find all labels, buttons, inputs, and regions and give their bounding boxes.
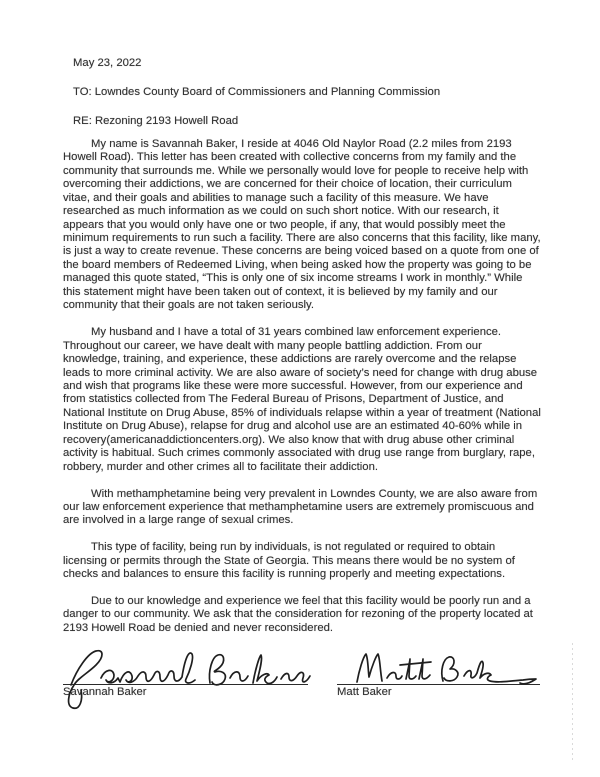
printed-name: Matt Baker bbox=[337, 686, 392, 698]
letter-paragraph: With methamphetamine being very prevalent in Lowndes County, we are also aware from our law enforcement experience that methamphetamine users are extremely promiscuous and are involved in a large range of sexual crimes. bbox=[63, 487, 538, 527]
printed-name: Savannah Baker bbox=[63, 686, 147, 698]
letter-paragraphs bbox=[63, 138, 541, 636]
savannah-signature-script-icon bbox=[63, 645, 308, 717]
signature-matt bbox=[337, 645, 540, 699]
date-line: May 23, 2022 bbox=[73, 57, 142, 69]
matt-signature-script-icon bbox=[337, 645, 540, 693]
recipient-line: TO: Lowndes County Board of Commissioners and Planning Commission bbox=[73, 85, 441, 98]
letter-paragraph: My husband and I have a total of 31 years combined law enforcement experience. Throughout our career, we have dealt with many people battling addiction. From our knowledge, training, and experience, these addictions are rarely overcome and the relapse leads to more criminal activity. We are also aware of society’s need for change with drug abuse and wish that programs like these were more successful. However, from our experience and from statistics collected from The Federal Bureau of Prisons, Department of Justice, and National Institute on Drug Abuse, 85% of individuals relapse within a year of treatment (National Institute on Drug Abuse), relapse for drug and alcohol use are an estimated 40-60% while in recovery(americanaddictioncenters.org). We also know that with drug abuse other criminal activity is habitual. Such crimes commonly associated with drug use range from burglary, rape, robbery, murder and other crimes all to facilitate their addiction. bbox=[63, 326, 541, 473]
signature-savannah bbox=[63, 645, 308, 699]
subject-line: RE: Rezoning 2193 Howell Road bbox=[73, 114, 239, 127]
scan-artifact-line bbox=[572, 643, 573, 761]
letter-paragraph: Due to our knowledge and experience we feel that this facility would be poorly run and a danger to our community. We ask that the consideration for rezoning of the property located at 2193 Howell Road be denied and never reconsidered. bbox=[63, 595, 533, 634]
letter-paragraph: My name is Savannah Baker, I reside at 4046 Old Naylor Road (2.2 miles from 2193 Howell Road). This letter has been created with collective concerns from my family and the community that surrounds me. While we personally would love for people to receive help with overcoming their addictions, we are concerned for their choice of location, their curriculum vitae, and their goals and abilities to manage such a facility of this measure. We have researched as much information as we could on such short notice. With our research, it appears that you would only have one or two people, if any, that would possibly meet the minimum requirements to run such a facility. There are also concerns that this facility, like many, is just a way to create revenue. These concerns are being voiced based on a quote from one of the board members of Redeemed Living, when being asked how the property was going to be managed this quote stated, “This is only one of six income streams I work in monthly.” While this statement might have been taken out of context, it is believed by my family and our community that their goals are not taken seriously. bbox=[63, 137, 541, 312]
letter-body bbox=[63, 57, 541, 649]
letter-paragraph: This type of facility, being run by individuals, is not regulated or required to obtain licensing or permits through the State of Georgia. This means there would be no system of checks and balances to ensure this facility is running properly and meeting expectations. bbox=[63, 541, 515, 581]
signature-block bbox=[63, 645, 541, 699]
